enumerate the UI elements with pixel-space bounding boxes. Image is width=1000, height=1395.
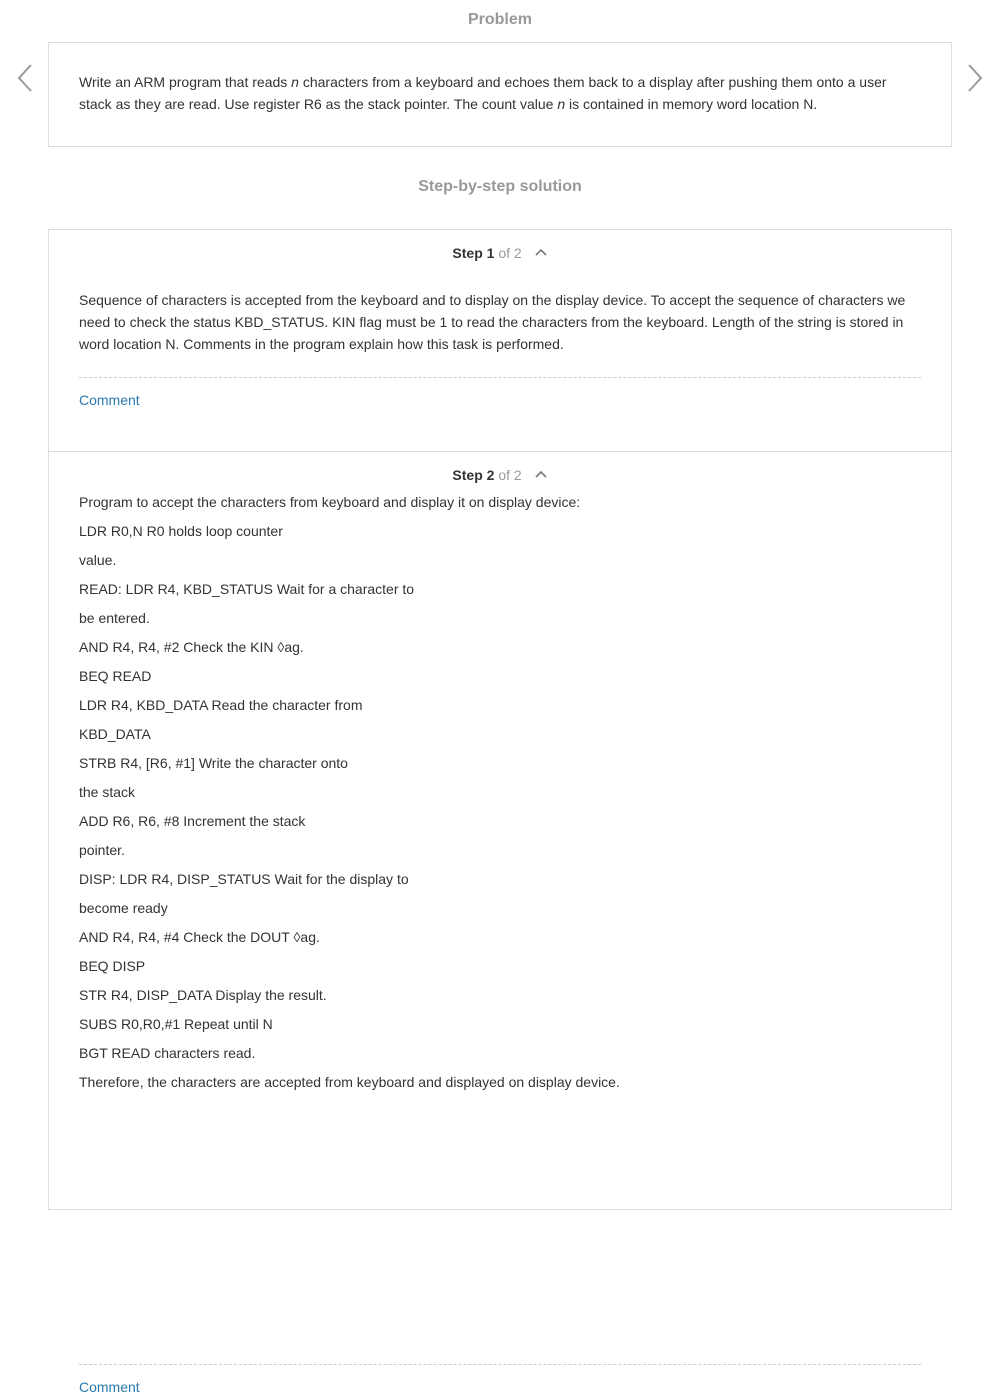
code-line: STRB R4, [R6, #1] Write the character onto xyxy=(79,755,348,771)
code-line: Program to accept the characters from keyboard and display it on display device: xyxy=(79,494,581,510)
code-line: Therefore, the characters are accepted from keyboard and displayed on display device. xyxy=(79,1074,620,1090)
step-header[interactable] xyxy=(49,243,951,263)
code-line: ADD R6, R6, #8 Increment the stack xyxy=(79,813,306,829)
code-line: DISP: LDR R4, DISP_STATUS Wait for the display to xyxy=(79,871,409,887)
solution-title: Step-by-step solution xyxy=(418,178,582,195)
code-line: KBD_DATA xyxy=(79,726,151,742)
code-line: be entered. xyxy=(79,610,150,626)
problem-text-part: characters from a keyboard and echoes them back to a display after pushing them onto a user stack as they are read. Use register R6 as the stack pointer. The count value xyxy=(79,74,887,112)
problem-text xyxy=(79,71,909,115)
code-line: AND R4, R4, #2 Check the KIN ◊ag. xyxy=(79,639,304,655)
code-line: BEQ READ xyxy=(79,668,152,684)
step-panel xyxy=(49,230,951,452)
code-line: pointer. xyxy=(79,842,125,858)
step-label: Step 2 xyxy=(452,467,495,483)
comment-link[interactable]: Comment xyxy=(79,392,140,408)
problem-title: Problem xyxy=(467,11,532,28)
code-line: the stack xyxy=(79,784,136,800)
step-code-body xyxy=(79,488,923,1097)
step-count: of 2 xyxy=(498,467,522,483)
chevron-up-icon[interactable] xyxy=(534,464,548,484)
problem-text-part: Write an ARM program that reads xyxy=(79,74,292,90)
comment-link[interactable]: Comment xyxy=(79,1379,140,1395)
code-line: READ: LDR R4, KBD_STATUS Wait for a character to xyxy=(79,581,415,597)
chevron-up-icon[interactable] xyxy=(534,242,548,262)
step-label: Step 1 xyxy=(452,245,495,261)
problem-text-part: is contained in memory word location N. xyxy=(565,96,818,112)
problem-box xyxy=(48,42,952,147)
code-line: LDR R0,N R0 holds loop counter xyxy=(79,523,283,539)
step-panel xyxy=(49,452,951,1395)
code-line: become ready xyxy=(79,900,168,916)
code-line: value. xyxy=(79,552,117,568)
code-line: BEQ DISP xyxy=(79,958,146,974)
code-line: AND R4, R4, #4 Check the DOUT ◊ag. xyxy=(79,929,320,945)
problem-variable-n: n xyxy=(291,74,299,90)
problem-variable-n: n xyxy=(557,96,566,112)
step-header[interactable] xyxy=(49,465,951,485)
code-line: BGT READ characters read. xyxy=(79,1045,256,1061)
chevron-right-icon[interactable] xyxy=(961,62,987,94)
solution-box xyxy=(48,229,952,1395)
divider xyxy=(79,377,921,378)
code-line: SUBS R0,R0,#1 Repeat until N xyxy=(79,1016,273,1032)
divider xyxy=(79,1364,921,1365)
code-line: LDR R4, KBD_DATA Read the character from xyxy=(79,697,363,713)
step-text: Sequence of characters is accepted from the keyboard and to display on the display device. To accept the sequence of characters we need to check the status KBD_STATUS. KIN flag must be 1 to read the characters from the keyboard. Length of the string is stored in word location N. Comments in the program explain how this task is performed. xyxy=(79,292,906,352)
step-count: of 2 xyxy=(498,245,522,261)
code-line: STR R4, DISP_DATA Display the result. xyxy=(79,987,327,1003)
chevron-left-icon[interactable] xyxy=(13,62,39,94)
